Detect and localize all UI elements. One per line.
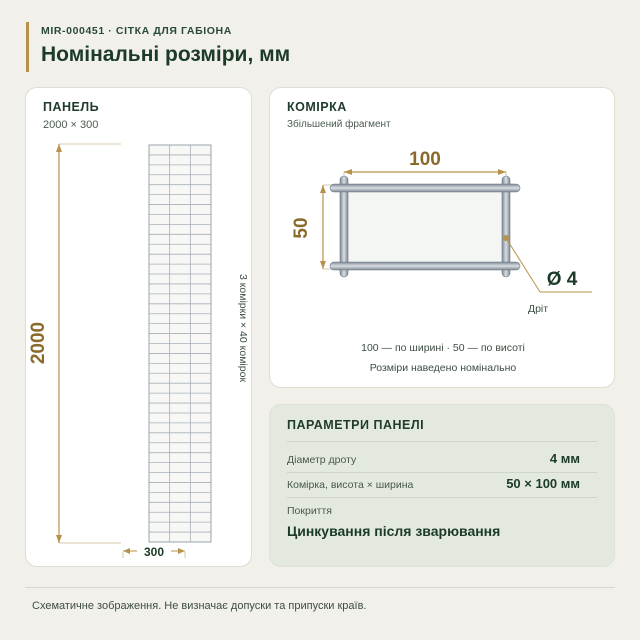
cell-height-label: 50 bbox=[291, 217, 312, 239]
param-row-wire-diameter bbox=[287, 451, 580, 466]
param-value: 4 мм bbox=[549, 451, 580, 466]
height-arrow-top bbox=[56, 144, 62, 152]
wire-diameter-label: Ø 4 bbox=[546, 269, 578, 290]
footer-divider bbox=[25, 587, 615, 588]
param-value: 50 × 100 мм bbox=[506, 476, 580, 491]
panel-diagram bbox=[26, 88, 253, 568]
cell-interior bbox=[346, 189, 504, 265]
params-divider bbox=[287, 497, 597, 498]
panel-label: ПАНЕЛЬ bbox=[43, 100, 100, 114]
cell-width-arrow-left bbox=[344, 169, 352, 175]
cell-sub: Збільшений фрагмент bbox=[287, 119, 391, 130]
cell-height-arrow-top bbox=[320, 185, 326, 193]
cell-width-label: 100 bbox=[409, 149, 441, 170]
panel-mesh-grid bbox=[149, 145, 211, 542]
panel-size: 2000 × 300 bbox=[43, 119, 99, 131]
width-arrow-left bbox=[123, 548, 130, 554]
cell-dimension-note: 100 — по ширині · 50 — по висоті bbox=[361, 342, 525, 354]
cell-diagram bbox=[270, 88, 616, 338]
params-label: ПАРАМЕТРИ ПАНЕЛІ bbox=[287, 418, 425, 432]
wire-horizontal-bottom bbox=[330, 262, 520, 270]
height-arrow-bottom bbox=[56, 535, 62, 543]
cell-label: КОМІРКА bbox=[287, 100, 347, 114]
grid-note: 3 комірки × 40 комірок bbox=[237, 273, 249, 383]
param-name: Діаметр дроту bbox=[287, 454, 357, 466]
cell-height-arrow-bottom bbox=[320, 261, 326, 269]
page-header bbox=[26, 22, 290, 72]
product-sku: MIR-000451 · СІТКА ДЛЯ ГАБІОНА bbox=[41, 25, 232, 37]
width-arrow-right bbox=[178, 548, 185, 554]
params-divider bbox=[287, 441, 597, 442]
cell-width-arrow-right bbox=[498, 169, 506, 175]
cell-card bbox=[269, 87, 615, 388]
coating-value: Цинкування після зварювання bbox=[287, 523, 501, 539]
wire-caption: Дріт bbox=[527, 303, 549, 315]
width-label: 300 bbox=[143, 545, 165, 559]
params-card bbox=[269, 404, 615, 567]
page-title: Номінальні розміри, мм bbox=[41, 43, 291, 66]
param-row-cell-size bbox=[287, 476, 580, 491]
params-divider bbox=[287, 472, 597, 473]
panel-card bbox=[25, 87, 252, 567]
cell-nominal-note: Розміри наведено номінально bbox=[369, 362, 517, 374]
footer-note: Схематичне зображення. Не визначає допуски та припуски країв. bbox=[32, 600, 367, 612]
coating-label: Покриття bbox=[287, 505, 332, 517]
height-label: 2000 bbox=[28, 321, 49, 365]
wire-horizontal-top bbox=[330, 184, 520, 192]
param-name: Комірка, висота × ширина bbox=[287, 479, 414, 491]
